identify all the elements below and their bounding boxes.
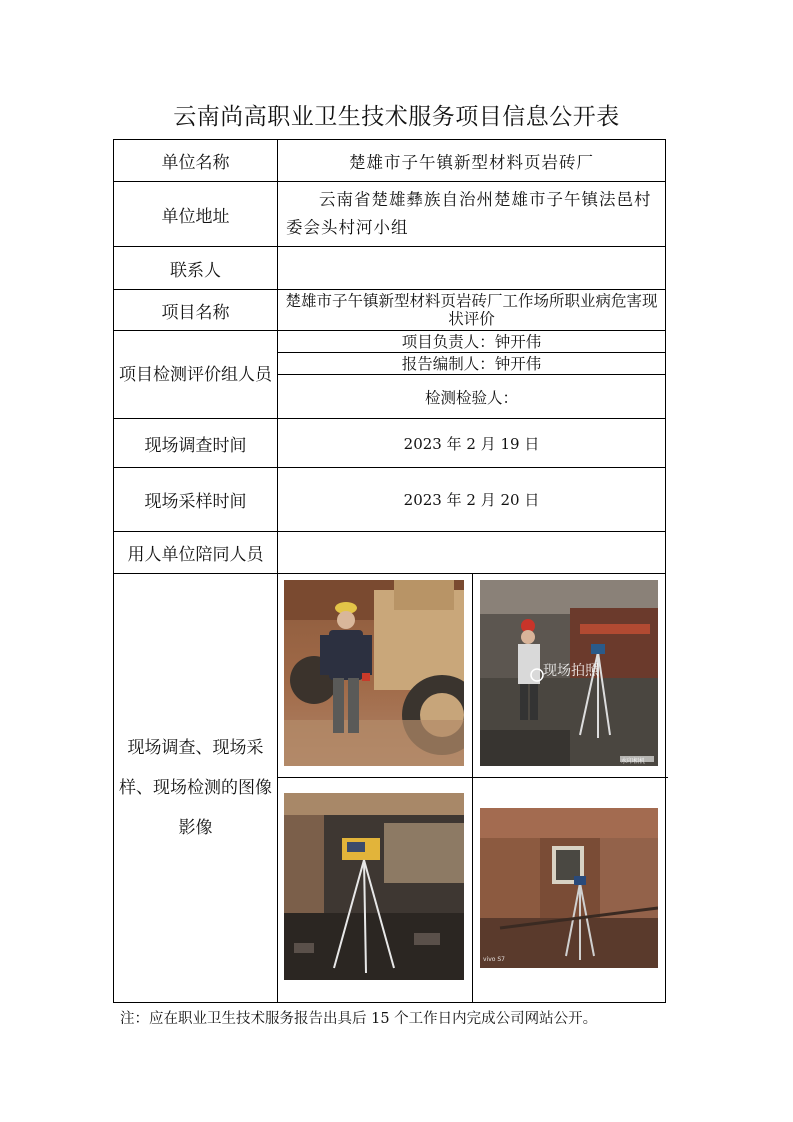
row-team-lead	[114, 331, 666, 353]
unit-address-cell	[278, 182, 666, 247]
photo-cell-4	[473, 778, 668, 1002]
team-label: 项目检测评价组人员	[114, 331, 278, 419]
row-project-name	[114, 290, 666, 331]
survey-time-value: 2023 年 2 月 19 日	[278, 419, 666, 468]
row-sampling-time	[114, 468, 666, 532]
row-survey-time	[114, 419, 666, 468]
project-lead-value: 项目负责人：钟开伟	[278, 331, 666, 353]
photo-watermark-text: 现场拍照	[543, 663, 599, 679]
escort-value	[278, 532, 666, 574]
unit-name-label: 单位名称	[114, 140, 278, 182]
project-name-label: 项目名称	[114, 290, 278, 331]
contact-value	[278, 247, 666, 290]
photo-watermark-brand: 水印相机	[621, 758, 646, 765]
photos-cell	[278, 574, 666, 1003]
footnote: 注：应在职业卫生技术服务报告出具后 15 个工作日内完成公司网站公开。	[120, 1011, 598, 1027]
photo-cell-1	[278, 574, 473, 778]
inspector-value: 检测检验人：	[278, 375, 666, 419]
photo-cell-3	[278, 778, 473, 1002]
photo-cell-2	[473, 574, 668, 778]
project-name-value: 楚雄市子午镇新型材料页岩砖厂工作场所职业病危害现状评价	[278, 290, 666, 331]
row-contact	[114, 247, 666, 290]
survey-time-label: 现场调查时间	[114, 419, 278, 468]
row-escort	[114, 532, 666, 574]
photo-kiln-tripod	[480, 808, 658, 968]
contact-label: 联系人	[114, 247, 278, 290]
escort-label: 用人单位陪同人员	[114, 532, 278, 574]
sampling-time-value: 2023 年 2 月 20 日	[278, 468, 666, 532]
page-title: 云南尚高职业卫生技术服务项目信息公开表	[173, 104, 620, 130]
unit-name-value: 楚雄市子午镇新型材料页岩砖厂	[278, 140, 666, 182]
photos-label: 现场调查、现场采样、现场检测的图像影像	[114, 574, 278, 1003]
photo-worker-loader	[284, 580, 464, 766]
sampling-time-label: 现场采样时间	[114, 468, 278, 532]
photo-sampler-instrument	[284, 793, 464, 980]
unit-address-label: 单位地址	[114, 182, 278, 247]
report-author-value: 报告编制人：钟开伟	[278, 353, 666, 375]
row-photos	[114, 574, 666, 1003]
photo-grid	[278, 574, 665, 1002]
row-unit-address	[114, 182, 666, 247]
info-table	[113, 139, 666, 1003]
unit-address-value: 云南省楚雄彝族自治州楚雄市子午镇法邑村委会头村河小组	[286, 190, 652, 237]
row-unit-name	[114, 140, 666, 182]
photo-corner-mark: vivo S7	[483, 956, 505, 963]
